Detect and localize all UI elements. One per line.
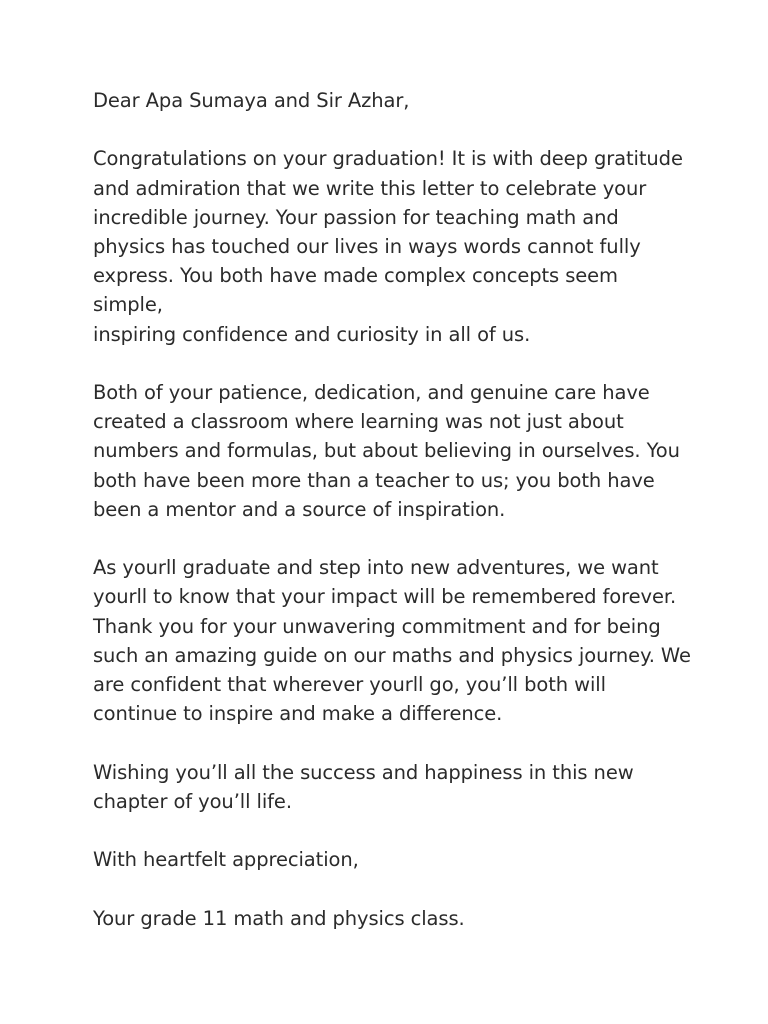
paragraph-new-adventures: As yourll graduate and step into new adventures, we want yourll to know that your impact will be remembered forever. Thank you for your unwavering commitment and for being such an amazing guide on our maths and physics journey. We are confident that wherever yourll go, you’ll both will continue to inspire and make a difference.: [93, 556, 691, 726]
paragraph-wishes: Wishing you’ll all the success and happiness in this new chapter of you’ll life.: [93, 760, 634, 813]
signature: Your grade 11 math and physics class.: [93, 906, 465, 930]
paragraph-patience: Both of your patience, dedication, and genuine care have created a classroom where learning was not just about numbers and formulas, but about believing in ourselves. You both have been more than a teacher to us; you both have been a mentor and a source of inspiration.: [93, 381, 680, 521]
letter-body: [93, 86, 693, 933]
closing: With heartfelt appreciation,: [93, 848, 359, 872]
paragraph-congratulations: Congratulations on your graduation! It is with deep gratitude and admiration that we write this letter to celebrate your incredible journey. Your passion for teaching math and physics has touched our lives in ways words cannot fully express. You both have made complex concepts seem simple, inspiring confidence and curiosity in all of us.: [93, 147, 683, 346]
salutation: Dear Apa Sumaya and Sir Azhar,: [93, 89, 410, 112]
